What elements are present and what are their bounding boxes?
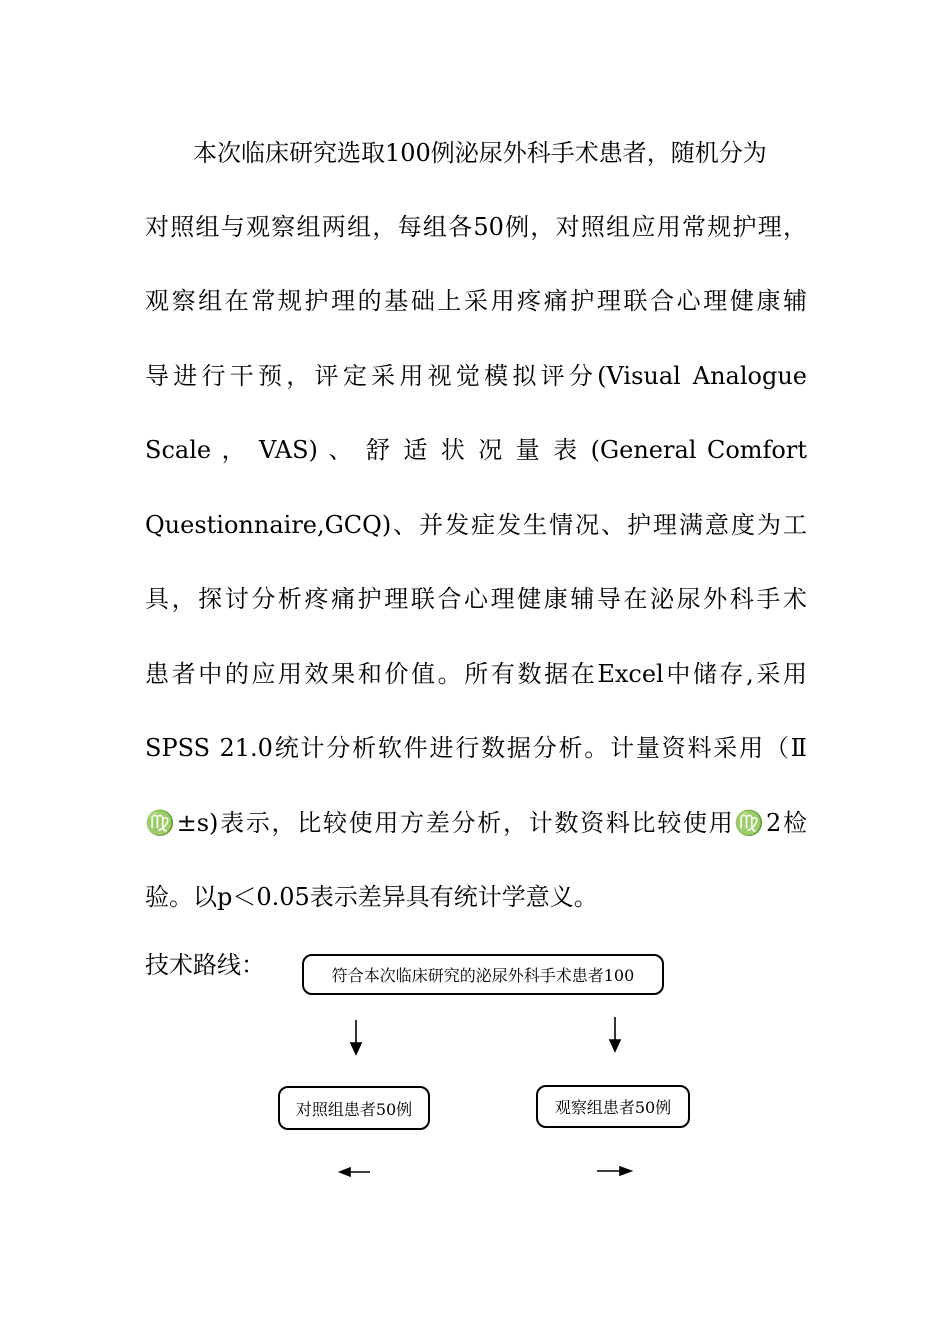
down-arrow-left-head [351,1043,361,1054]
flowchart-control-group-box [278,1086,430,1130]
paragraph-line-3: 观察组在常规护理的基础上采用疼痛护理联合心理健康辅 [145,287,807,315]
paragraph-line-2: 对照组与观察组两组，每组各50例，对照组应用常规护理， [145,213,807,241]
paragraph-line-6: Questionnaire,GCQ)、并发症发生情况、护理满意度为工 [145,511,807,539]
flowchart-left-box-text: 对照组患者50例 [295,1099,413,1119]
paragraph-line-1: 本次临床研究选取100例泌尿外科手术患者，随机分为 [193,139,767,167]
paragraph-line-11: 验。以p＜0.05表示差异具有统计学意义。 [145,883,598,911]
flowchart-top-box-text: 符合本次临床研究的泌尿外科手术患者100 [331,966,635,985]
paragraph-line-5: Scale ， VAS) 、 舒 适 状 况 量 表 (General Comfort [145,436,807,464]
flowchart-right-box-text: 观察组患者50例 [554,1098,672,1117]
left-arrow-head [340,1168,350,1176]
right-arrow-head [620,1167,631,1175]
paragraph-line-10: ♍±s)表示，比较使用方差分析，计数资料比较使用♍2检 [145,809,807,837]
down-arrow-right-head [610,1040,620,1051]
paragraph-line-4: 导进行干预，评定采用视觉模拟评分(Visual Analogue [145,362,807,390]
paragraph-line-8: 患者中的应用效果和价值。所有数据在Excel中储存,采用 [145,660,807,688]
paragraph-line-7: 具，探讨分析疼痛护理联合心理健康辅导在泌尿外科手术 [145,585,807,613]
flowchart-top-box [302,954,664,995]
tech-route-label: 技术路线： [145,951,265,979]
paragraph-line-9: SPSS 21.0统计分析软件进行数据分析。计量资料采用（Ⅱ [145,734,807,762]
flowchart-observation-group-box [536,1085,690,1128]
